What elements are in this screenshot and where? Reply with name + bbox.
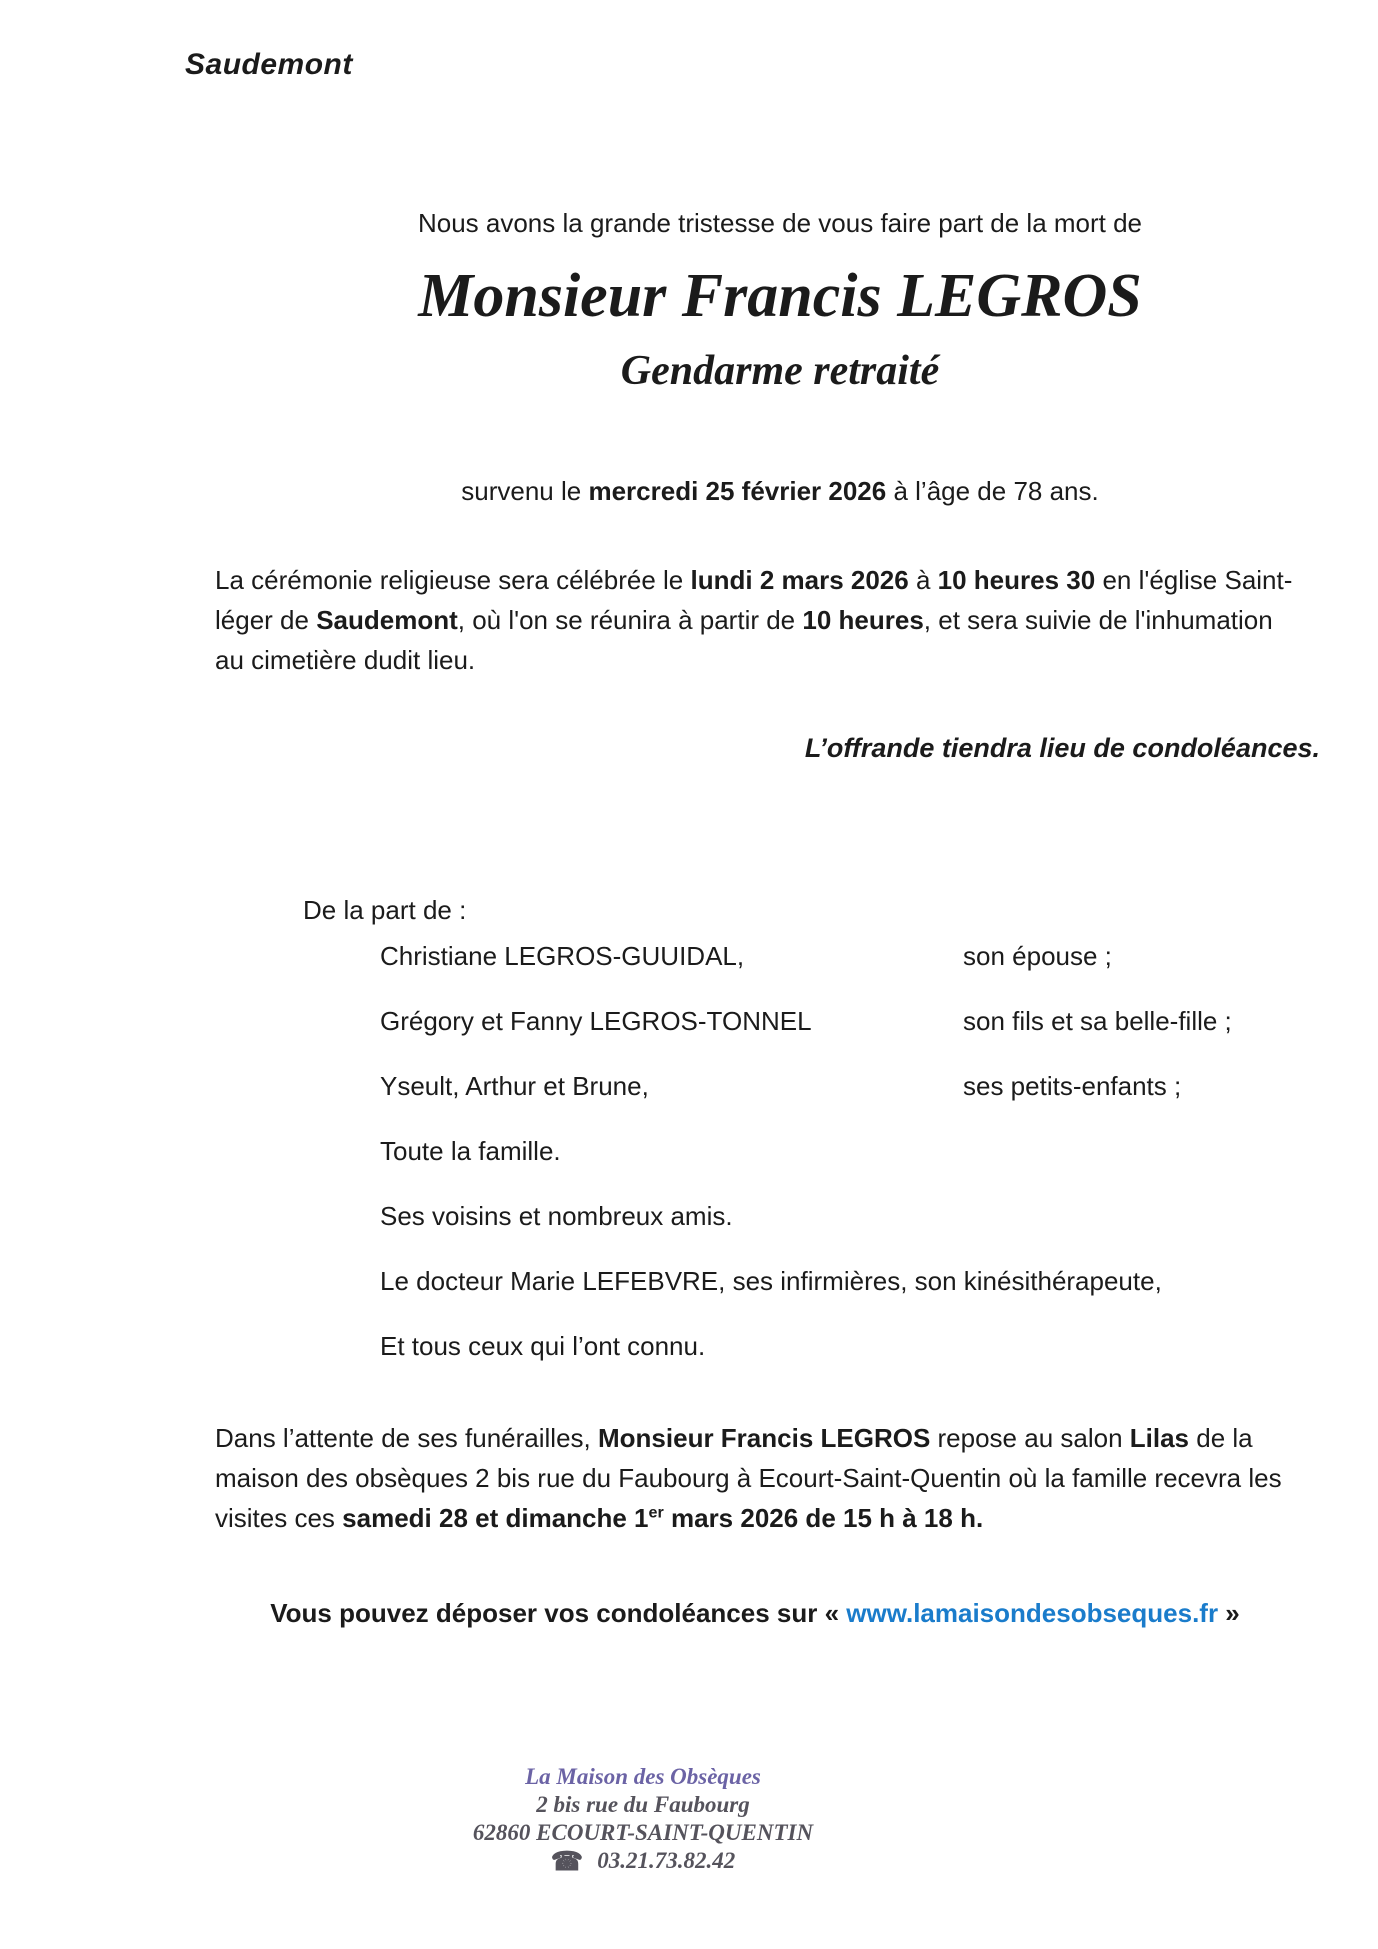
family-row [380,1005,1318,1070]
deceased-name: Monsieur Francis LEGROS [418,262,1142,330]
offering-condolences-line: L’offrande tiendra lieu de condoléances. [804,733,1320,763]
death-date-line: survenu le mercredi 25 février 2026 à l’âge de 78 ans. [461,476,1099,506]
repose-location-paragraph: Dans l’attente de ses funérailles, Monsieur Francis LEGROS repose au salon Lilas de la maison des obsèques 2 bis rue du Faubourg à Ecourt-Saint-Quentin où la famille recevra les visites ces samedi 28 et dimanche 1er mars 2026 de 15 h à 18 h. [215,1423,1282,1533]
family-member-name: Christiane LEGROS-GUUIDAL, [380,941,745,971]
condolences-prefix: Vous pouvez déposer vos condoléances sur « [270,1598,847,1628]
family-member-name: Grégory et Fanny LEGROS-TONNEL [380,1006,812,1036]
family-member-relation: son fils et sa belle-fille ; [963,1006,1232,1036]
commune-name: Saudemont [185,48,353,81]
condolences-line [215,1598,1295,1629]
condolences-url-link[interactable]: www.lamaisondesobseques.fr [846,1598,1219,1628]
family-list [380,940,1318,1395]
family-row [380,1070,1318,1135]
family-row [380,1135,1318,1200]
family-member-relation: ses petits-enfants ; [963,1071,1182,1101]
ceremony-paragraph: La cérémonie religieuse sera célébrée le lundi 2 mars 2026 à 10 heures 30 en l'église Saint-léger de Saudemont, où l'on se réunira à partir de 10 heures, et sera suivie de l'inhumation au cimetière dudit lieu. [215,565,1293,675]
family-member-relation: son épouse ; [963,941,1112,971]
funeral-home-name: La Maison des Obsèques [525,1764,761,1789]
intro-line: Nous avons la grande tristesse de vous faire part de la mort de [417,208,1143,238]
funeral-home-footer [143,1763,1143,1876]
family-member-name: Et tous ceux qui l’ont connu. [380,1331,706,1361]
funeral-home-phone-line [143,1847,1143,1876]
family-row [380,1200,1318,1265]
family-member-name: Ses voisins et nombreux amis. [380,1201,733,1231]
family-member-name: Le docteur Marie LEFEBVRE, ses infirmières, son kinésithérapeute, [380,1266,1162,1296]
family-member-name: Toute la famille. [380,1136,561,1166]
funeral-home-address-line2: 62860 ECOURT-SAINT-QUENTIN [472,1820,814,1845]
family-row [380,1265,1318,1330]
deceased-title: Gendarme retraité [620,348,940,394]
from-label: De la part de : [303,895,467,925]
condolences-suffix: » [1218,1598,1240,1628]
family-row [380,940,1318,1005]
phone-number: 03.21.73.82.42 [597,1848,736,1873]
family-row [380,1330,1318,1395]
funeral-home-address-line1: 2 bis rue du Faubourg [536,1792,750,1817]
telephone-icon: ☎ [550,1847,584,1876]
family-member-name: Yseult, Arthur et Brune, [380,1071,649,1101]
